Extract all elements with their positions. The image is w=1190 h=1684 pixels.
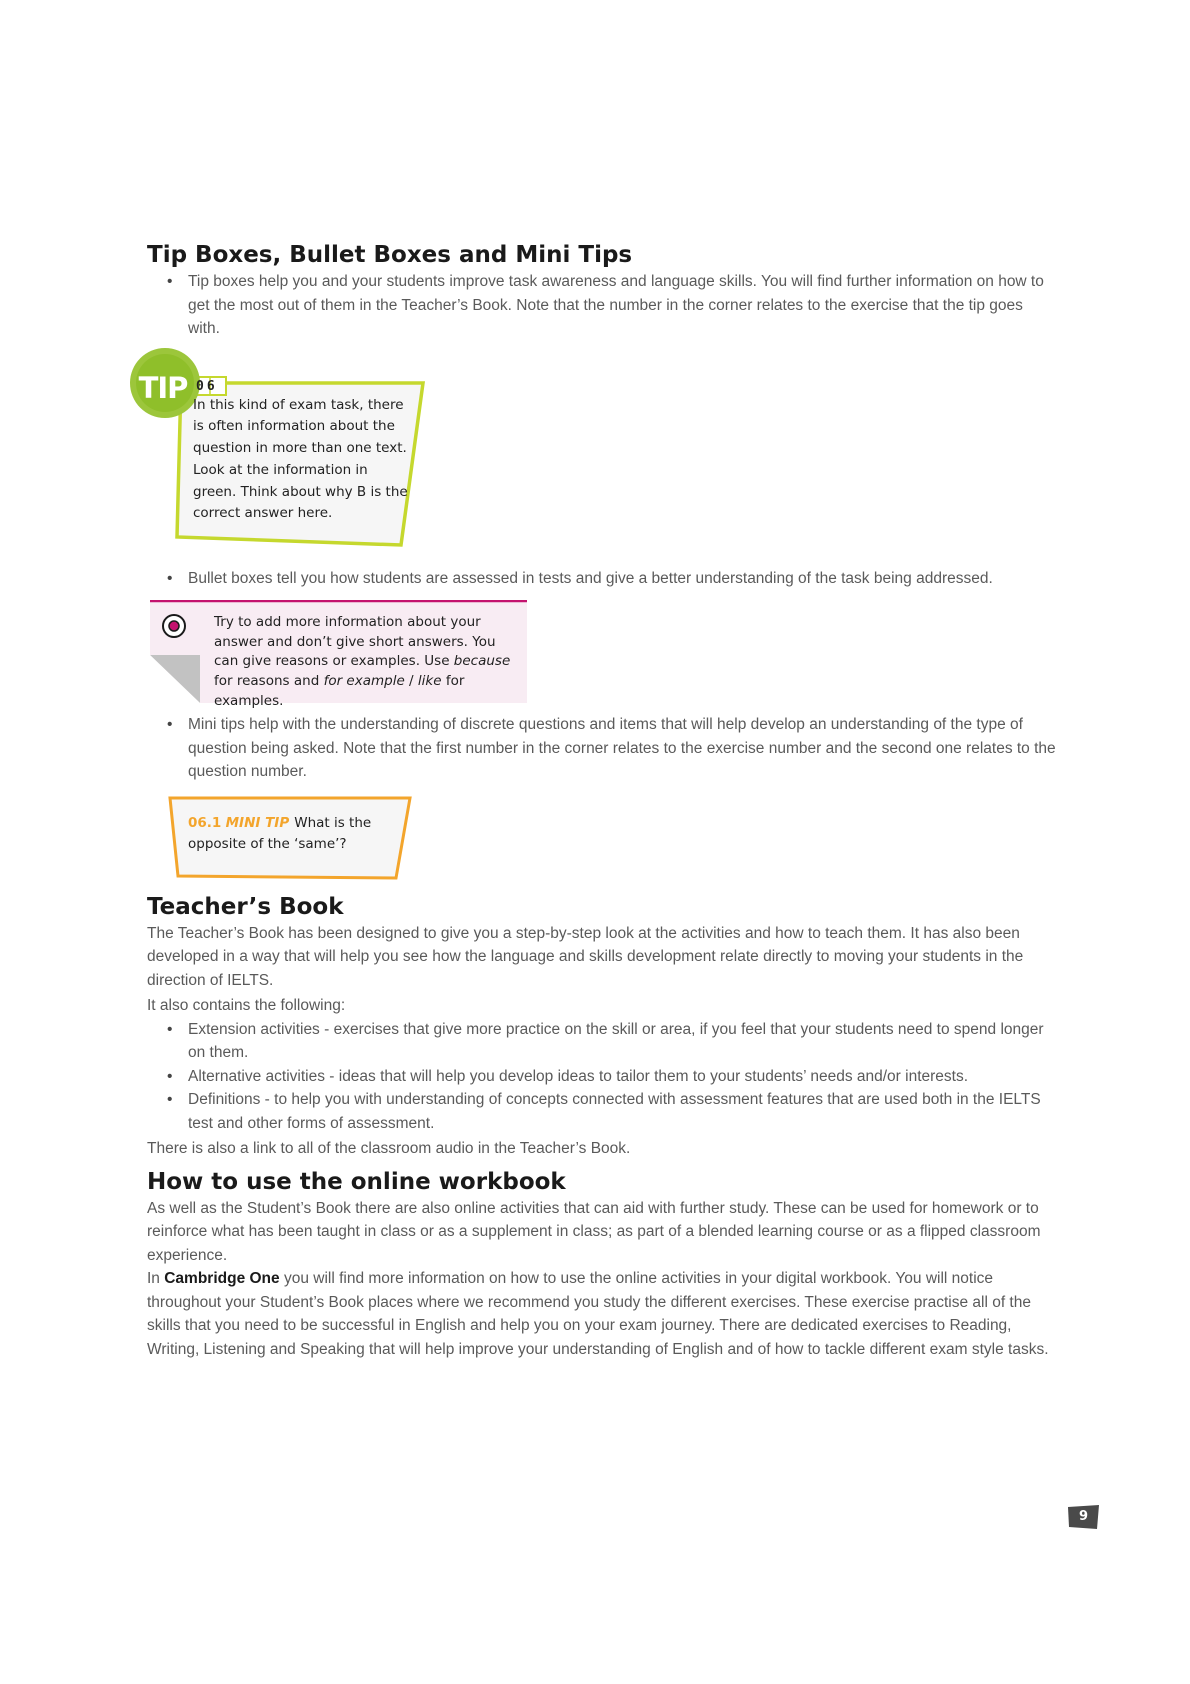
list-item: • Alternative activities - ideas that will help you develop ideas to tailor them to your students’ needs and/or interests. <box>147 1065 1057 1089</box>
teachers-book-list <box>147 1018 1057 1136</box>
list-item: • Tip boxes help you and your students improve task awareness and language skills. You will find further information on how to get the most out of them in the Teacher’s Book. Note that the number in the corner relates to the exercise that the tip goes with. <box>147 270 1057 341</box>
mini-tip-box <box>168 796 412 880</box>
mini-tip-label: MINI TIP <box>225 814 290 831</box>
heading-online-workbook: How to use the online workbook <box>147 1168 566 1195</box>
tips-list-2 <box>147 567 1057 591</box>
tip-text: In this kind of exam task, there is often information about the question in more than one text. Look at the information in green. Think about why B is the correct answer here. <box>193 396 408 522</box>
teachers-book-para-1: The Teacher’s Book has been designed to give you a step-by-step look at the activities and how to teach them. It has also been developed in a way that will help you see how the language and skills development relate directly to moving your students in the direction of IELTS. <box>147 924 1024 989</box>
tip-box <box>121 347 441 559</box>
heading-tip-boxes: Tip Boxes, Bullet Boxes and Mini Tips <box>147 242 633 268</box>
tip-number: 06 <box>196 378 218 394</box>
tips-list-1 <box>147 270 1057 341</box>
bullet-box-emphasis: because <box>453 653 511 670</box>
list-item: • Definitions - to help you with understanding of concepts connected with assessment features that are used both in the IELTS test and other forms of assessment. <box>147 1088 1057 1135</box>
list-item: • Bullet boxes tell you how students are assessed in tests and give a better understanding of the task being addressed. <box>147 567 1057 591</box>
workbook-para-2 <box>147 1267 1057 1361</box>
workbook-para-1: As well as the Student’s Book there are also online activities that can aid with further study. These can be used for homework or to reinforce what has been taught in class or as a supplement in class; as part of a blended learning course or as a flipped classroom experience. <box>147 1199 1041 1264</box>
teachers-book-para-3: There is also a link to all of the classroom audio in the Teacher’s Book. <box>147 1140 631 1157</box>
mini-tip-question: What is the opposite of the ‘same’? <box>188 814 372 852</box>
page-number: 9 <box>1078 1509 1089 1524</box>
cambridge-one-name: Cambridge One <box>164 1270 280 1287</box>
bullet-box-separator: / <box>404 673 418 690</box>
tips-list-3 <box>147 713 1057 784</box>
teachers-book-para-2: It also contains the following: <box>147 997 346 1014</box>
workbook-para-2-rest: you will find more information on how to use the online activities in your digital workbook. You will notice throughout your Student’s Book places where we recommend you study the different exercises. These exercise practise all of the skills that you need to be successful in English and help you on your exam journey. There are dedicated exercises to Reading, Writing, Listening and Speaking that will help improve your understanding of English and of how to tackle different exam style tasks. <box>147 1270 1049 1358</box>
list-item: • Extension activities - exercises that give more practice on the skill or area, if you feel that your students need to spend longer on them. <box>147 1018 1057 1065</box>
target-icon <box>161 613 187 639</box>
list-item: • Mini tips help with the understanding of discrete questions and items that will help develop an understanding of the type of question being asked. Note that the first number in the corner relates to the exercise number and the second one relates to the question number. <box>147 713 1057 784</box>
page-content <box>138 240 1057 1361</box>
bullet-box-text <box>214 613 519 712</box>
bullet-box-text-part: for reasons and <box>214 673 324 690</box>
bullet-box-emphasis: for example <box>323 673 405 690</box>
tip-label: TIP <box>138 370 188 405</box>
bullet-box <box>150 600 527 709</box>
mini-tip-text <box>188 813 393 856</box>
page-number-badge <box>1068 1505 1099 1529</box>
heading-teachers-book: Teacher’s Book <box>147 893 344 920</box>
workbook-para-2-start: In <box>147 1270 165 1287</box>
mini-tip-number: 06.1 <box>188 814 222 831</box>
bullet-box-text-part: for examples. <box>214 673 465 709</box>
bullet-box-text-part: Try to add more information about your answer and don’t give short answers. You can give reasons or examples. Use <box>214 614 496 670</box>
bullet-box-emphasis: like <box>417 673 442 690</box>
